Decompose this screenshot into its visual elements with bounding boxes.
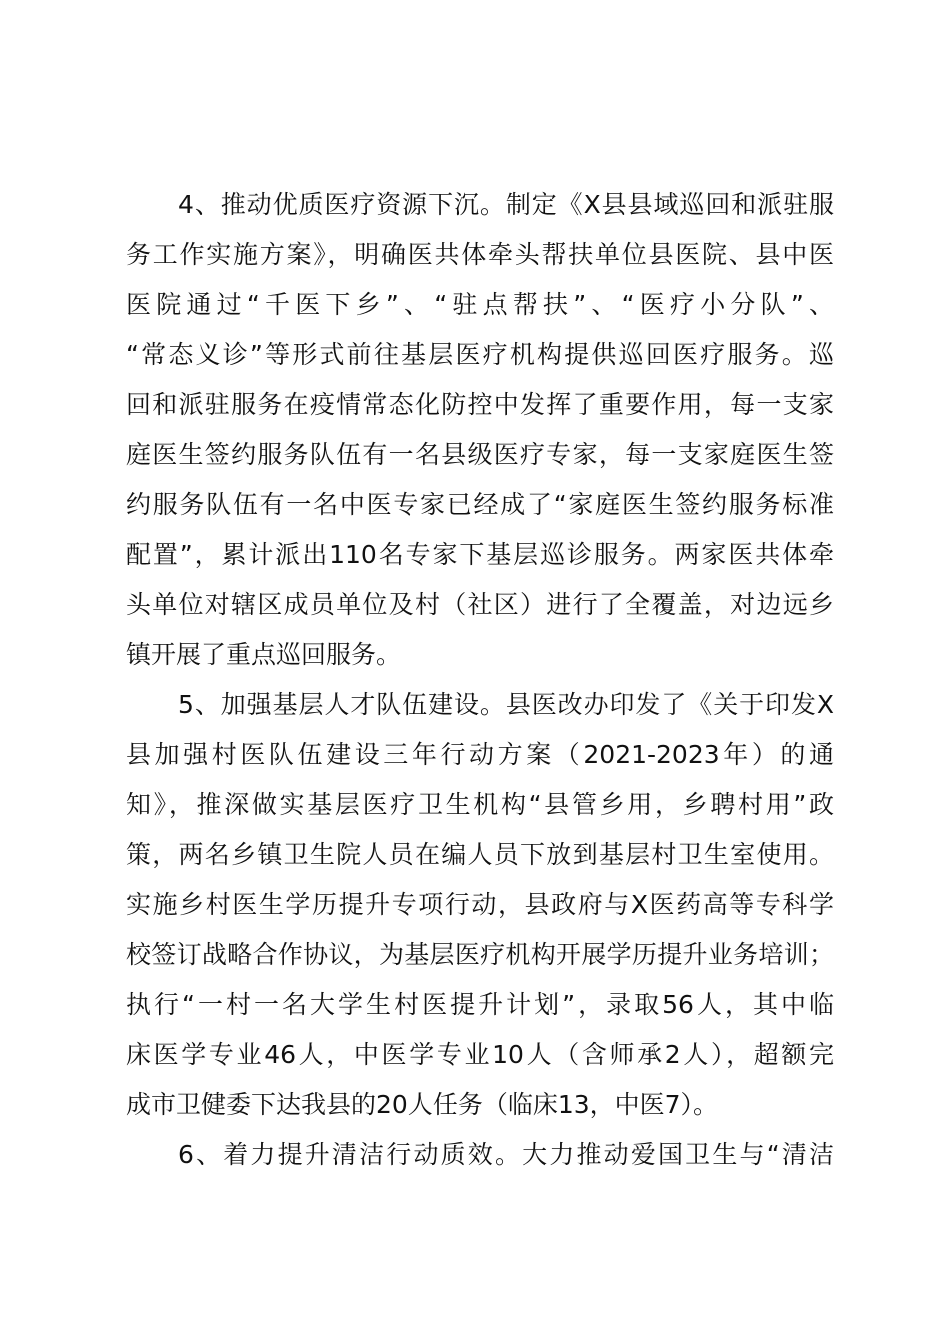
paragraph-line: 执行“一村一名大学生村医提升计划”，录取56人，其中临 [126, 990, 834, 1019]
paragraph-line: 知》，推深做实基层医疗卫生机构“县管乡用，乡聘村用”政 [126, 790, 834, 819]
paragraph-line: 头单位对辖区成员单位及村（社区）进行了全覆盖，对边远乡 [126, 590, 834, 619]
paragraph-line: 庭医生签约服务队伍有一名县级医疗专家，每一支家庭医生签 [126, 440, 834, 469]
paragraph-line: 校签订战略合作协议，为基层医疗机构开展学历提升业务培训； [126, 940, 834, 969]
paragraph-5-talent-building [126, 680, 834, 1130]
paragraph-line: 6、着力提升清洁行动质效。大力推动爱国卫生与“清洁 [178, 1140, 834, 1169]
document-body [126, 180, 834, 1180]
paragraph-line: 镇开展了重点巡回服务。 [126, 640, 402, 669]
paragraph-line: 务工作实施方案》，明确医共体牵头帮扶单位县医院、县中医 [126, 240, 834, 269]
paragraph-line: 策，两名乡镇卫生院人员在编人员下放到基层村卫生室使用。 [126, 840, 834, 869]
paragraph-line: 医院通过“千医下乡”、“驻点帮扶”、“医疗小分队”、 [126, 290, 834, 319]
paragraph-line: 成市卫健委下达我县的20人任务（临床13，中医7）。 [126, 1090, 719, 1119]
paragraph-line: 床医学专业46人，中医学专业10人（含师承2人），超额完 [126, 1040, 834, 1069]
paragraph-6-cleaning-action [126, 1130, 834, 1180]
paragraph-4-medical-resources [126, 180, 834, 680]
paragraph-line: 回和派驻服务在疫情常态化防控中发挥了重要作用，每一支家 [126, 390, 834, 419]
paragraph-line: “常态义诊”等形式前往基层医疗机构提供巡回医疗服务。巡 [126, 340, 834, 369]
paragraph-line: 实施乡村医生学历提升专项行动，县政府与X医药高等专科学 [126, 890, 834, 919]
paragraph-line: 4、推动优质医疗资源下沉。制定《X县县域巡回和派驻服 [178, 190, 834, 219]
paragraph-line: 配置”，累计派出110名专家下基层巡诊服务。两家医共体牵 [126, 540, 834, 569]
paragraph-line: 县加强村医队伍建设三年行动方案（2021-2023年）的通 [126, 740, 834, 769]
paragraph-line: 约服务队伍有一名中医专家已经成了“家庭医生签约服务标准 [126, 490, 834, 519]
paragraph-line: 5、加强基层人才队伍建设。县医改办印发了《关于印发X [178, 690, 834, 719]
